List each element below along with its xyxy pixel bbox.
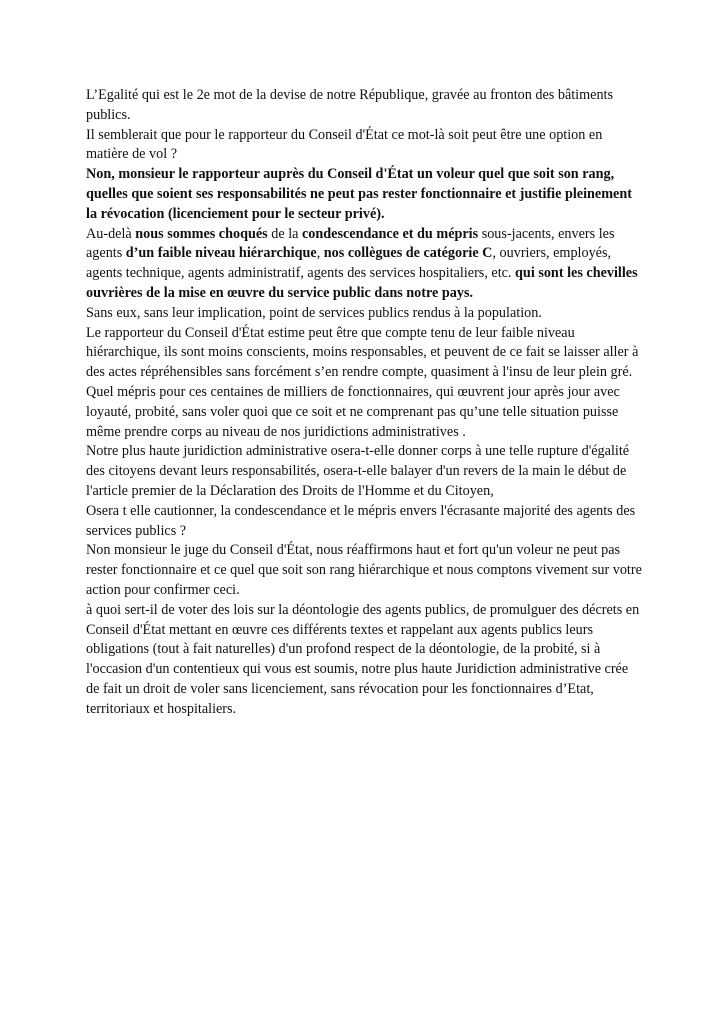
text-segment: , ouvriers, employés, agents technique, agents administratif, agents des services hospitaliers, etc. bbox=[86, 245, 612, 282]
text-segment: sous-jacents, envers les agents bbox=[86, 225, 615, 262]
paragraph-a-quoi-sert: à quoi sert-il de voter des lois sur la déontologie des agents publics, de promulguer des décrets en Conseil d'État mettant en œuvre ces différents textes et rappelant aux agents publics leurs obligations (tout à fait naturelles) d'un profond respect de la déontologie, de la probité, si à l'occasion d'un contentieux qui vous est soumis, notre plus haute Juridiction administrative crée de fait un droit de voler sans licenciement, sans révocation pour les fonctionnaires d’Etat, territoriaux et hospitaliers. bbox=[86, 601, 640, 717]
paragraph-sans-eux: Sans eux, sans leur implication, point de services publics rendus à la population. bbox=[86, 304, 542, 321]
paragraph-osera: Osera t elle cautionner, la condescendance et le mépris envers l'écrasante majorité des agents des services publics ? bbox=[86, 502, 636, 539]
bold-segment: nos collègues de catégorie C bbox=[323, 245, 493, 262]
bold-segment: nous sommes choqués bbox=[135, 225, 268, 242]
paragraph-quel-mepris: Quel mépris pour ces centaines de milliers de fonctionnaires, qui œuvrent jour après jour avec loyauté, probité, sans voler quoi que ce soit et ne comprenant pas qu’une telle situation puisse même prendre corps au niveau de nos juridictions administratives . bbox=[86, 383, 620, 440]
document-page bbox=[86, 86, 644, 720]
paragraph-non-monsieur-juge: Non monsieur le juge du Conseil d'État, nous réaffirmons haut et fort qu'un voleur ne peut pas rester fonctionnaire et ce quel que soit son rang hiérarchique et nous comptons vivement sur votre action pour confirmer ceci. bbox=[86, 542, 642, 598]
paragraph-rapporteur-estime: Le rapporteur du Conseil d'État estime peut être que compte tenu de leur faible niveau hiérarchique, ils sont moins conscients, moins responsables, et peuvent de ce fait se laisser aller à des actes répréhensibles sans forcément s’en rendre compte, quasiment à l'insu de leur plein gré. bbox=[86, 324, 639, 381]
paragraph-egalite: L’Egalité qui est le 2e mot de la devise de notre République, gravée au fronton des bâtiments publics. bbox=[86, 87, 614, 123]
text-segment: de la bbox=[267, 225, 302, 242]
bold-segment: qui sont les chevilles ouvrières de la mise en œuvre du service public dans notre pays. bbox=[86, 265, 638, 301]
paragraph-au-dela bbox=[86, 225, 644, 304]
text-segment: , bbox=[316, 245, 324, 262]
bold-segment: d’un faible niveau hiérarchique bbox=[125, 245, 317, 262]
paragraph-rapporteur-question: Il semblerait que pour le rapporteur du Conseil d'État ce mot-là soit peut être une option en matière de vol ? bbox=[86, 126, 603, 163]
paragraph-non-monsieur-rapporteur: Non, monsieur le rapporteur auprès du Conseil d'État un voleur quel que soit son rang, quelles que soient ses responsabilités ne peut pas rester fonctionnaire et justifie pleinement la révocation (licenciement pour le secteur privé). bbox=[86, 166, 632, 222]
bold-segment: condescendance et du mépris bbox=[301, 225, 479, 242]
paragraph-notre-plus-haute: Notre plus haute juridiction administrative osera-t-elle donner corps à une telle rupture d'égalité des citoyens devant leurs responsabilités, osera-t-elle balayer d'un revers de la main le début de l'article premier de la Déclaration des Droits de l'Homme et du Citoyen, bbox=[86, 443, 630, 499]
text-segment: Au-delà bbox=[86, 225, 136, 242]
